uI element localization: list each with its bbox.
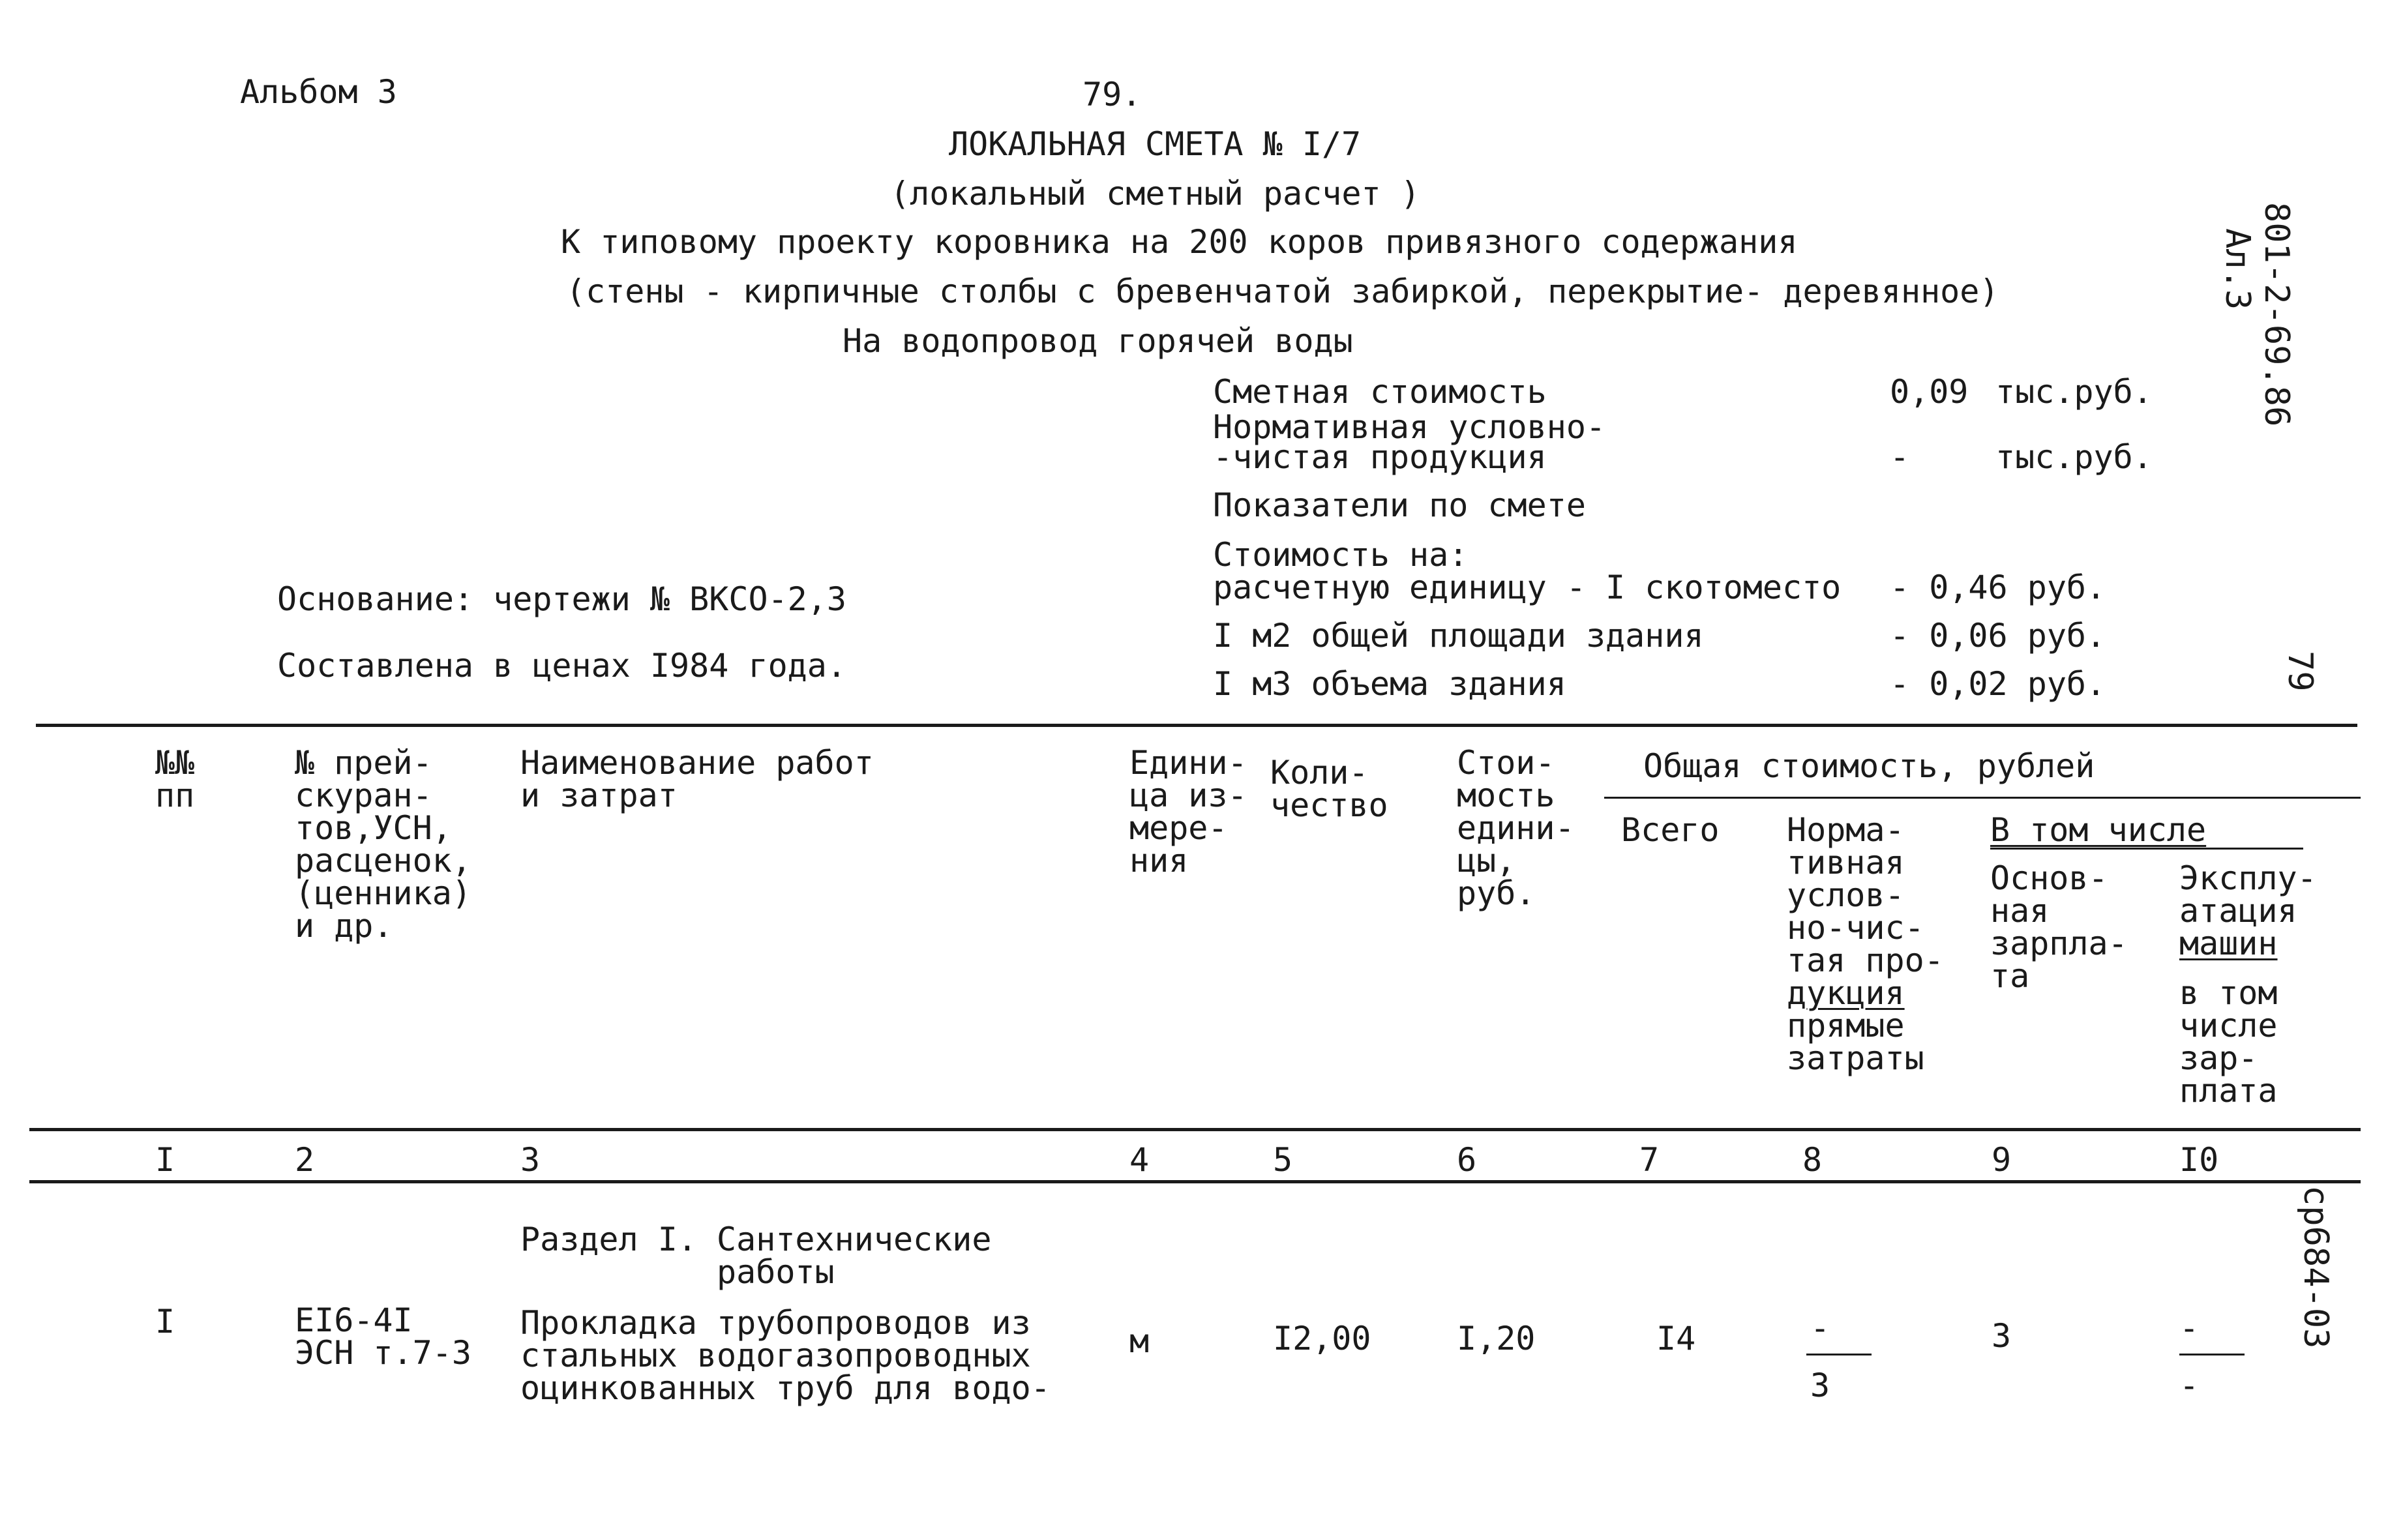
per-m3-value: - 0,02 руб. — [1890, 665, 2106, 703]
row-normative: - — [1810, 1309, 1830, 1347]
col-number-8: 8 — [1802, 1141, 1823, 1179]
indicators-heading: Показатели по смете — [1213, 486, 1586, 524]
row-salary: 3 — [1992, 1317, 2012, 1355]
col-header-direct-costs: прямые затраты — [1787, 1007, 1924, 1077]
row-machines-rule — [2179, 1354, 2245, 1355]
row-quantity: I2,00 — [1273, 1320, 1371, 1357]
col-header-machines-top: Эксплу- атация — [2179, 859, 2317, 930]
project-line-1: К типовому проекту коровника на 200 коров привязного содержания — [561, 223, 1798, 261]
col-header-unit-cost: Стои- мость едини- цы, руб. — [1457, 744, 1575, 912]
col-header-work-name: Наименование работ и затрат — [520, 744, 874, 814]
row-direct-costs: 3 — [1810, 1367, 1830, 1404]
col-number-6: 6 — [1457, 1141, 1477, 1179]
per-m3-label: I м3 объема здания — [1213, 665, 1566, 703]
row-machines: - — [2179, 1309, 2200, 1347]
col-header-unit: Едини- ца из- мере- ния — [1129, 744, 1247, 880]
col-header-total: Всего — [1621, 811, 1720, 849]
cost-on-label: Стоимость на: — [1213, 536, 1469, 574]
row-number: I — [155, 1303, 175, 1340]
total-group-rule — [1604, 797, 2361, 799]
col-header-machines-underlined: машин — [2179, 925, 2278, 962]
col-header-normative-top: Норма- тивная услов- но-чис- тая про- — [1787, 811, 1944, 979]
including-group: В том числе — [1990, 811, 2207, 849]
estimated-cost-label: Сметная стоимость — [1213, 373, 1547, 411]
col-header-normative-underlined: дукция — [1787, 974, 1905, 1012]
including-group-rule — [1990, 848, 2303, 850]
col-number-5: 5 — [1273, 1141, 1293, 1179]
col-header-salary: Основ- ная зарпла- та — [1990, 859, 2128, 995]
per-m2-value: - 0,06 руб. — [1890, 617, 2106, 655]
col-numbers-rule — [29, 1180, 2361, 1183]
row-unit: м — [1129, 1322, 1150, 1360]
row-total: I4 — [1656, 1320, 1696, 1357]
per-unit-value: - 0,46 руб. — [1890, 569, 2106, 606]
col-header-price-ref: № прей- скуран- тов,УСН, расценок, (ценника) и др. — [295, 744, 471, 945]
col-number-2: 2 — [295, 1141, 315, 1179]
estimated-cost-unit: тыс.руб. — [1995, 373, 2153, 411]
total-cost-group: Общая стоимость, рублей — [1643, 747, 2095, 785]
section-heading: Раздел I. Сантехнические работы — [520, 1221, 992, 1291]
document-title: ЛОКАЛЬНАЯ СМЕТА № I/7 — [949, 125, 1362, 163]
prices-text: Составлена в ценах I984 года. — [277, 647, 846, 685]
normative-label-1: Нормативная условно- — [1213, 408, 1606, 446]
col-number-3: 3 — [520, 1141, 541, 1179]
col-number-9: 9 — [1992, 1141, 2012, 1179]
per-unit-label: расчетную единицу - I скотоместо — [1213, 569, 1842, 606]
row-machine-salary: - — [2179, 1367, 2200, 1404]
stamp-page: 79 — [2280, 651, 2320, 692]
col-number-1: I — [155, 1141, 175, 1179]
normative-label-2: -чистая продукция — [1213, 438, 1547, 476]
stamp-album: Ал.3 — [2218, 228, 2257, 310]
header-bottom-rule — [29, 1128, 2361, 1131]
project-line-2: (стены - кирпичные столбы с бревенчатой забиркой, перекрытие- деревянное) — [566, 273, 1999, 310]
col-number-4: 4 — [1129, 1141, 1150, 1179]
stamp-project-code: 801-2-69.86 — [2257, 202, 2296, 427]
row-unit-cost: I,20 — [1457, 1320, 1536, 1357]
object-name: На водопровод горячей воды — [843, 322, 1353, 360]
stamp-sheet-code: ср684-03 — [2296, 1185, 2335, 1349]
page-number: 79. — [1082, 76, 1142, 113]
col-header-machine-salary: в том числе зар- плата — [2179, 974, 2278, 1110]
per-m2-label: I м2 общей площади здания — [1213, 617, 1704, 655]
col-header-quantity: Коли- чество — [1270, 754, 1388, 824]
table-top-rule — [36, 724, 2357, 727]
normative-value: - — [1890, 438, 1910, 476]
row-normative-rule — [1806, 1354, 1872, 1355]
album-label: Альбом 3 — [240, 73, 397, 111]
col-number-7: 7 — [1639, 1141, 1660, 1179]
col-header-number: №№ пп — [155, 744, 195, 814]
document-subtitle: (локальный сметный расчет ) — [890, 175, 1420, 213]
estimated-cost-value: 0,09 — [1890, 373, 1969, 411]
col-number-10: I0 — [2179, 1141, 2219, 1179]
basis-text: Основание: чертежи № ВКСО-2,3 — [277, 580, 846, 618]
row-work-name: Прокладка трубопроводов из стальных водогазопроводных оцинкованных труб для водо- — [520, 1304, 1051, 1407]
row-price-ref: EI6-4I ЭСН т.7-3 — [295, 1301, 471, 1372]
normative-unit: тыс.руб. — [1995, 438, 2153, 476]
